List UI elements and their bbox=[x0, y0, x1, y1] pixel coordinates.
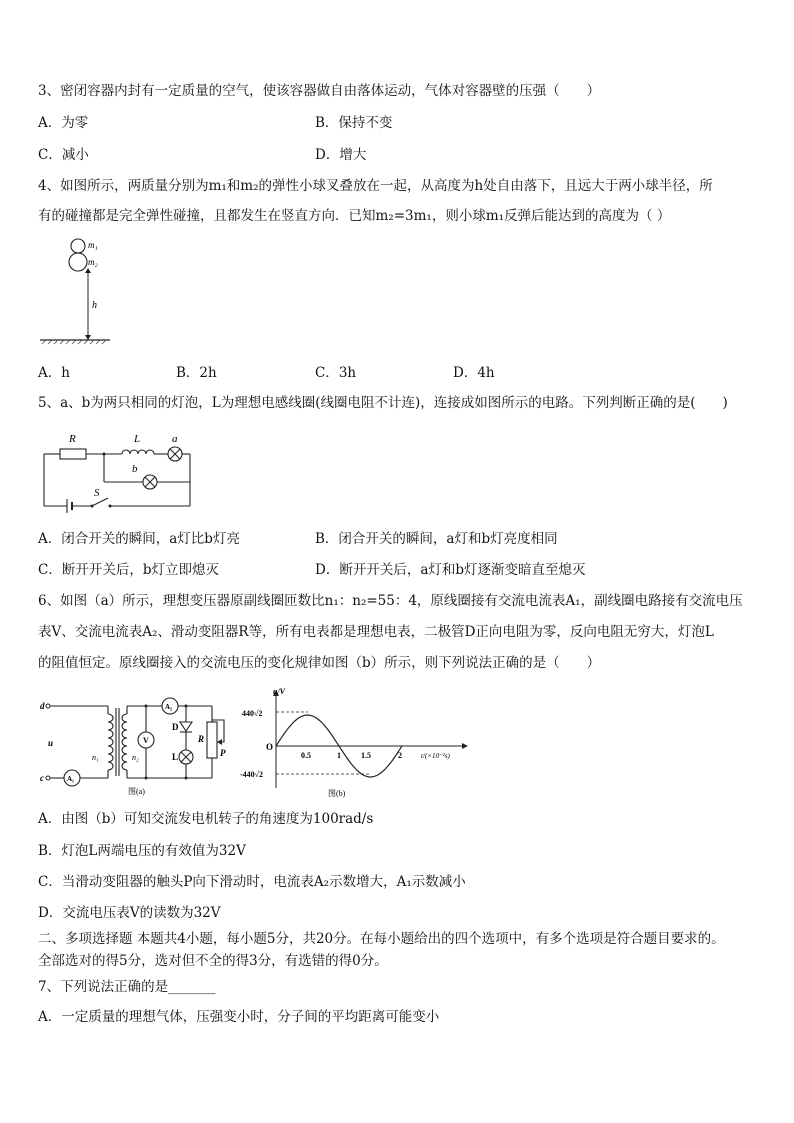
label-u: u bbox=[48, 738, 54, 748]
switch-S bbox=[92, 498, 108, 506]
label-A2: A₂ bbox=[165, 703, 173, 711]
q4-option-a: A．h bbox=[38, 365, 70, 381]
rheostat-R bbox=[207, 722, 217, 758]
q5-stem: 5、a、b为两只相同的灯泡，L为理想电感线圈(线圈电阻不计连)，连接成如图所示的电路。下列判断正确的是( ) bbox=[38, 395, 728, 411]
label-D: D bbox=[172, 722, 179, 732]
origin-label: O bbox=[266, 742, 274, 752]
caption-fig-b: 图(b) bbox=[328, 789, 346, 798]
q6-figure-a-transformer-circuit bbox=[36, 694, 236, 798]
tick-2: 2 bbox=[398, 751, 402, 760]
ground-hatch bbox=[42, 340, 106, 344]
label-L: L bbox=[134, 433, 141, 445]
label-R: R bbox=[69, 433, 76, 445]
q6-option-b: B．灯泡L两端电压的有效值为32V bbox=[38, 843, 246, 859]
q3-option-d: D．增大 bbox=[315, 147, 367, 163]
q4-stem-line1: 4、如图所示，两质量分别为m₁和m₂的弹性小球叉叠放在一起，从高度为h处自由落下，且远大于两小球半径，所 bbox=[38, 178, 713, 194]
label-R: R bbox=[198, 734, 205, 744]
q5-option-c: C．断开开关后，b灯立即熄灭 bbox=[38, 562, 219, 578]
label-S: S bbox=[94, 487, 100, 499]
q5-circuit-figure bbox=[40, 424, 200, 514]
q4-option-d: D．4h bbox=[453, 365, 495, 381]
x-axis-label: t/(×10⁻²s) bbox=[421, 752, 450, 760]
diode-D bbox=[180, 722, 192, 731]
q3-option-a: A．为零 bbox=[38, 115, 89, 131]
label-d: d bbox=[40, 701, 45, 711]
y-max-label: 440√2 bbox=[242, 709, 263, 718]
q5-option-a: A．闭合开关的瞬间，a灯比b灯亮 bbox=[38, 531, 240, 547]
ball-m1 bbox=[71, 239, 85, 253]
ball-m2 bbox=[69, 253, 87, 271]
q6-option-c: C．当滑动变阻器的触头P向下滑动时，电流表A₂示数增大，A₁示数减小 bbox=[38, 874, 466, 890]
q6-figure-b-voltage-graph bbox=[240, 688, 472, 800]
q7-option-a: A．一定质量的理想气体，压强变小时，分子间的平均距离可能变小 bbox=[38, 1009, 440, 1025]
tick-0-5: 0.5 bbox=[301, 751, 311, 760]
rheostat-slider-P bbox=[212, 720, 224, 742]
q6-option-a: A．由图（b）可知交流发电机转子的角速度为100rad/s bbox=[38, 811, 374, 827]
q4-stem-line2: 有的碰撞都是完全弹性碰撞，且都发生在竖直方向．已知m₂=3m₁，则小球m₁反弹后能达到的高度为（ ） bbox=[38, 208, 671, 224]
section2-heading-line2: 全部选对的得5分，选对但不全的得3分，有选错的得0分。 bbox=[38, 953, 388, 969]
q3-option-b: B．保持不变 bbox=[315, 115, 393, 131]
q5-option-b: B．闭合开关的瞬间，a灯和b灯亮度相同 bbox=[315, 531, 558, 547]
label-L: L bbox=[172, 752, 179, 762]
caption-fig-a: 图(a) bbox=[128, 787, 145, 796]
section2-heading-line1: 二、多项选择题 本题共4小题，每小题5分，共20分。在每小题给出的四个选项中，有多个选项是符合题目要求的。 bbox=[38, 931, 725, 947]
primary-coil bbox=[108, 714, 113, 770]
q6-stem-line3: 的阻值恒定。原线圈接入的交流电压的变化规律如图（b）所示，则下列说法正确的是（ ） bbox=[38, 655, 601, 671]
inductor-L bbox=[122, 450, 154, 454]
q4-option-b: B．2h bbox=[176, 365, 217, 381]
q6-stem-line1: 6、如图（a）所示，理想变压器原副线圈匝数比n₁：n₂=55：4，原线圈接有交流电流表A₁，副线圈电路接有交流电压 bbox=[38, 593, 743, 609]
secondary-coil bbox=[122, 714, 127, 770]
label-A1: A₁ bbox=[67, 775, 75, 783]
label-a: a bbox=[172, 433, 178, 445]
q4-option-c: C．3h bbox=[315, 365, 357, 381]
label-V: V bbox=[143, 736, 149, 745]
q4-figure-falling-balls bbox=[38, 236, 118, 350]
y-axis-label: u/V bbox=[273, 688, 286, 696]
tick-1-5: 1.5 bbox=[361, 751, 371, 760]
label-m1: m₁ bbox=[88, 240, 98, 250]
q6-stem-line2: 表V、交流电流表A₂、滑动变阻器R等，所有电表都是理想电表，二极管D正向电阻为零，反向电阻无穷大，灯泡L bbox=[38, 624, 714, 640]
q5-option-d: D．断开开关后，a灯和b灯逐渐变暗直至熄灭 bbox=[315, 562, 586, 578]
q6-option-d: D．交流电压表V的读数为32V bbox=[38, 905, 221, 921]
label-b: b bbox=[132, 463, 138, 475]
tick-1: 1 bbox=[337, 751, 341, 760]
y-min-label: -440√2 bbox=[240, 770, 264, 779]
label-n2: n₂ bbox=[132, 753, 139, 762]
label-m2: m₂ bbox=[88, 257, 98, 267]
label-P: P bbox=[220, 748, 226, 758]
label-n1: n₁ bbox=[92, 753, 99, 762]
label-h: h bbox=[92, 300, 97, 311]
q3-stem: 3、密闭容器内封有一定质量的空气，使该容器做自由落体运动，气体对容器壁的压强（ ） bbox=[38, 83, 601, 99]
resistor-R bbox=[60, 449, 86, 459]
label-c: c bbox=[40, 773, 44, 783]
q7-stem: 7、下列说法正确的是_______ bbox=[38, 979, 216, 995]
q3-option-c: C．减小 bbox=[38, 147, 89, 163]
